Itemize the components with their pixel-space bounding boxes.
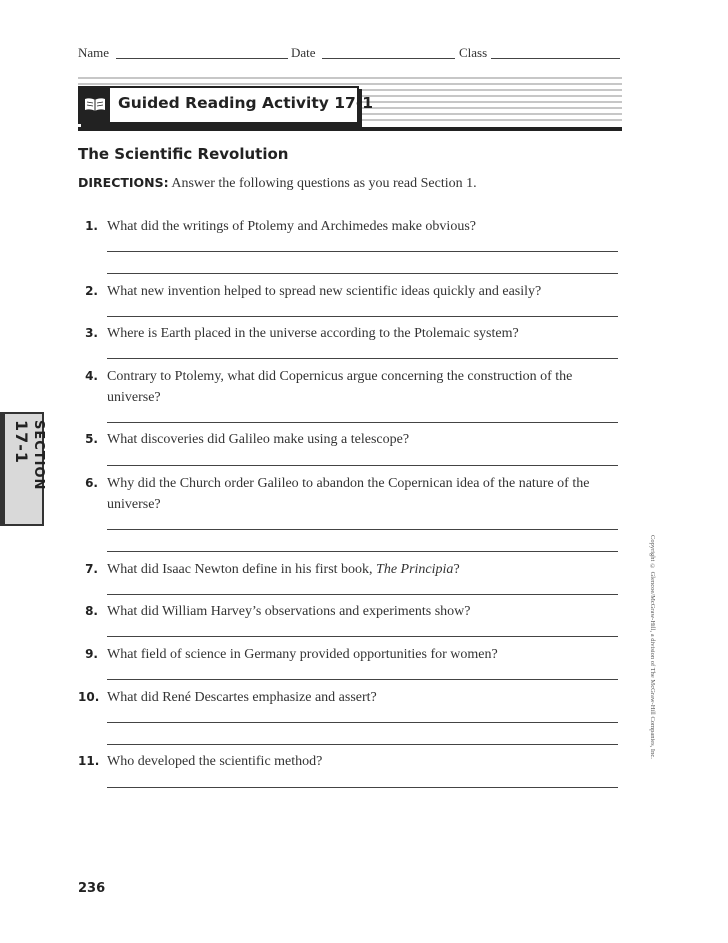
open-book-icon	[80, 88, 110, 122]
question-number: 11.	[78, 754, 100, 768]
question-text: What field of science in Germany provided opportunities for women?	[107, 647, 498, 662]
question-number: 10.	[78, 690, 100, 704]
answer-line[interactable]	[107, 636, 618, 637]
band-rule	[78, 127, 622, 131]
class-label: Class	[459, 45, 488, 60]
answer-line[interactable]	[107, 273, 618, 274]
answer-line[interactable]	[107, 551, 618, 552]
question-number: 3.	[85, 326, 98, 340]
question-text: Where is Earth placed in the universe according to the Ptolemaic system?	[107, 326, 519, 341]
question-number: 5.	[85, 432, 98, 446]
date-label: Date	[291, 45, 316, 60]
section-side-tab	[0, 412, 44, 526]
page-number: 236	[78, 881, 106, 896]
answer-line[interactable]	[107, 422, 618, 423]
question-text: What did the writings of Ptolemy and Archimedes make obvious?	[107, 219, 476, 234]
question-number: 8.	[85, 604, 98, 618]
directions-label: DIRECTIONS:	[78, 175, 169, 190]
activity-title	[118, 94, 373, 112]
name-field[interactable]	[116, 58, 288, 59]
answer-line[interactable]	[107, 787, 618, 788]
answer-line[interactable]	[107, 529, 618, 530]
question-text: What discoveries did Galileo make using a telescope?	[107, 432, 410, 447]
section-title: The Scientific Revolution	[78, 145, 289, 163]
question-text: What did René Descartes emphasize and assert?	[107, 690, 377, 705]
side-tab-bar	[0, 414, 5, 524]
side-tab-text	[12, 420, 46, 524]
answer-line[interactable]	[107, 594, 618, 595]
book-title: The Principia	[376, 562, 454, 577]
question-number: 1.	[85, 219, 98, 233]
question-text: Why did the Church order Galileo to abandon the Copernican idea of the nature of the universe?	[107, 476, 590, 512]
question-text: Who developed the scientific method?	[107, 754, 323, 769]
question-number: 7.	[85, 562, 98, 576]
copyright-notice: Copyright © Glencoe/McGraw-Hill, a division of The McGraw-Hill Companies, Inc.	[649, 535, 656, 759]
answer-line[interactable]	[107, 679, 618, 680]
question-text-part: What did Isaac Newton define in his first book,	[107, 562, 377, 577]
directions-text: Answer the following questions as you read Section 1.	[171, 176, 477, 191]
band-stripe	[78, 83, 622, 85]
answer-line[interactable]	[107, 358, 618, 359]
question-text: Contrary to Ptolemy, what did Copernicus argue concerning the construction of the universe?	[107, 369, 573, 405]
class-field[interactable]	[491, 58, 620, 59]
side-tab-label: SECTION	[31, 420, 46, 491]
activity-title-box	[78, 86, 374, 124]
question-number: 9.	[85, 647, 98, 661]
answer-line[interactable]	[107, 744, 618, 745]
activity-number: 17-1	[334, 94, 374, 112]
question-text	[107, 559, 617, 580]
date-field[interactable]	[322, 58, 455, 59]
answer-line[interactable]	[107, 251, 618, 252]
name-label: Name	[78, 45, 110, 60]
question-number: 2.	[85, 284, 98, 298]
question-number: 4.	[85, 369, 98, 383]
answer-line[interactable]	[107, 316, 618, 317]
answer-line[interactable]	[107, 465, 618, 466]
activity-title-text: Guided Reading Activity	[118, 94, 329, 112]
band-stripe	[78, 77, 622, 79]
question-text-part: ?	[453, 562, 460, 577]
answer-line[interactable]	[107, 722, 618, 723]
side-tab-number: 17-1	[12, 420, 31, 465]
question-text: What new invention helped to spread new scientific ideas quickly and easily?	[107, 284, 542, 299]
question-text: What did William Harvey’s observations and experiments show?	[107, 604, 471, 619]
directions	[78, 175, 477, 192]
question-number: 6.	[85, 476, 98, 490]
